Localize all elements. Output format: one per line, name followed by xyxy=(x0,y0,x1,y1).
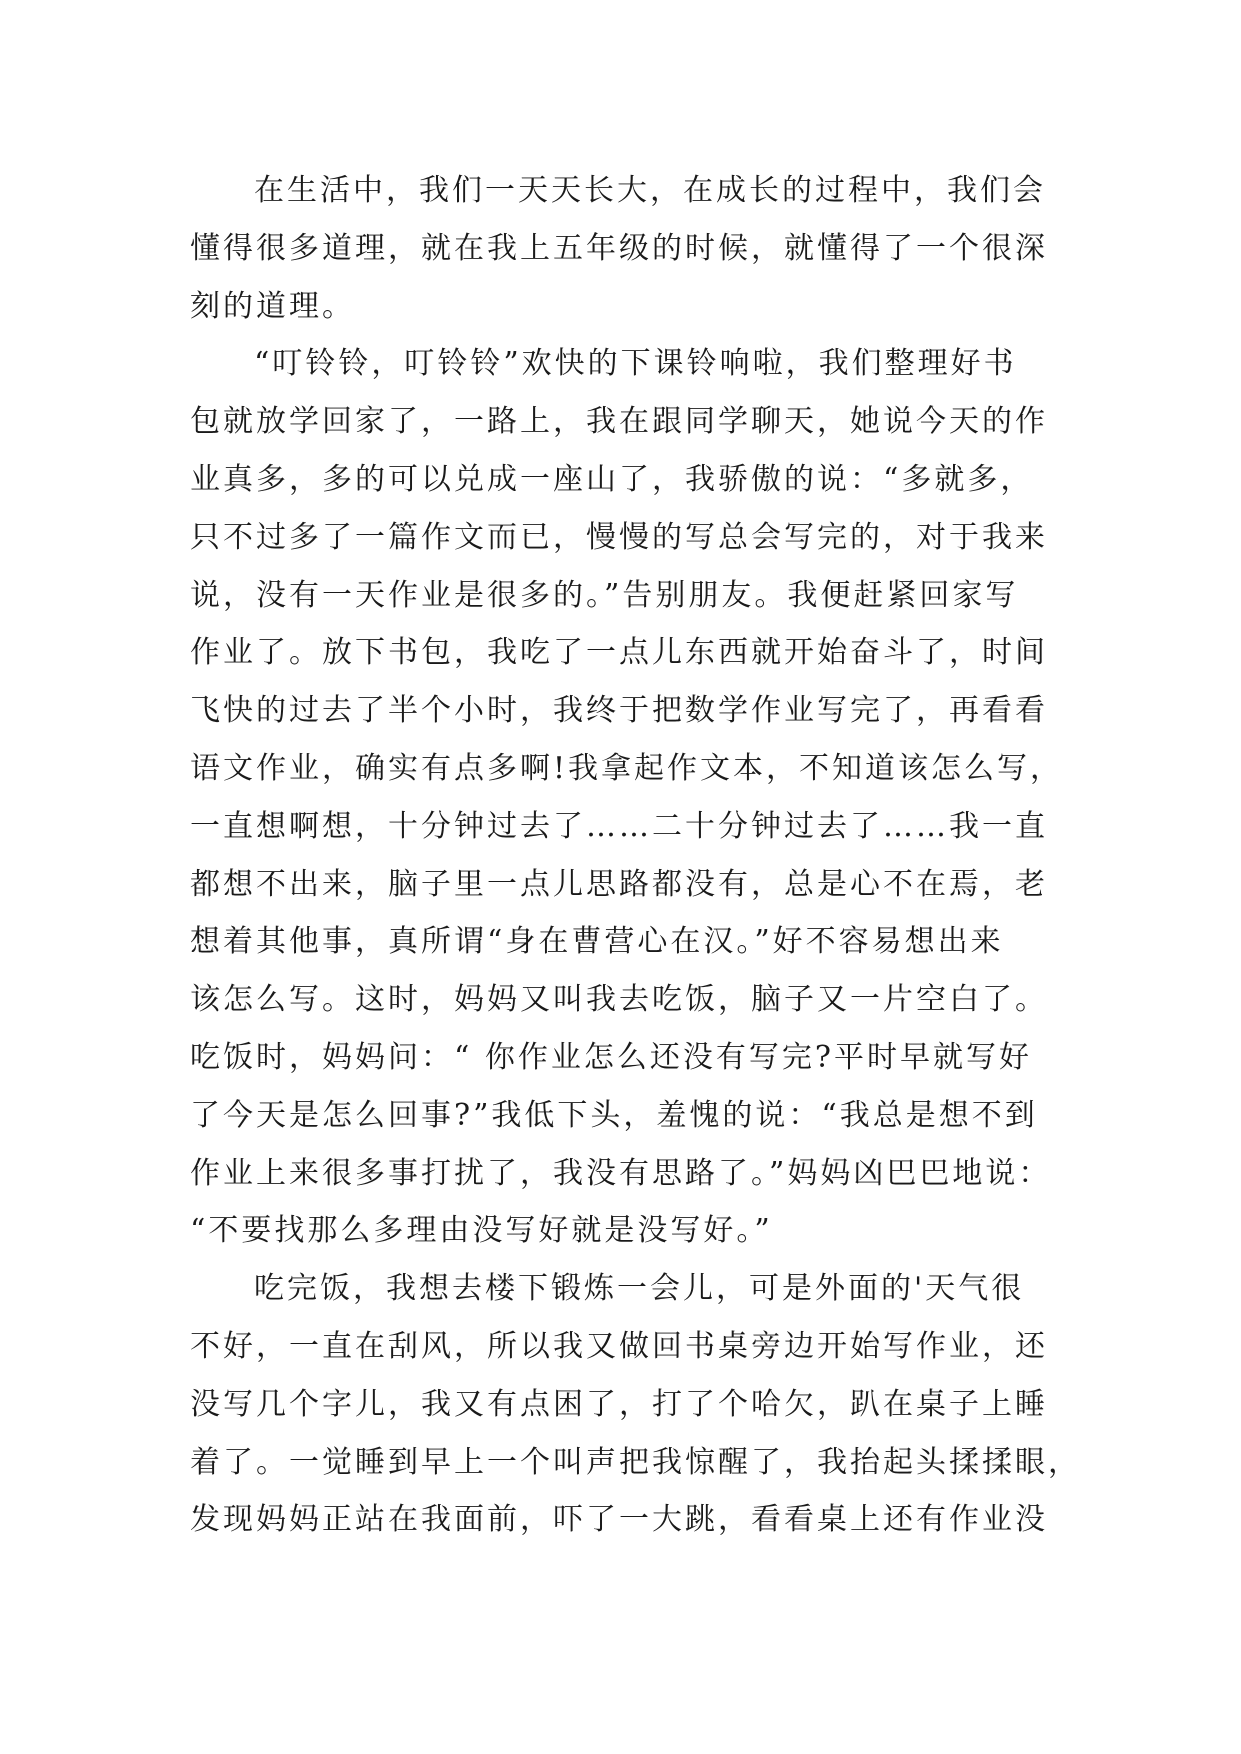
text-line: 包就放学回家了，一路上，我在跟同学聊天，她说今天的作 xyxy=(190,404,1048,440)
text-line: 想着其他事，真所谓“身在曹营心在汉。”好不容易想出来 xyxy=(190,924,1004,960)
text-line: “不要找那么多理由没写好就是没写好。” xyxy=(190,1213,773,1249)
text-line: 在生活中，我们一天天长大，在成长的过程中，我们会 xyxy=(254,173,1046,208)
text-line: 都想不出来，脑子里一点儿思路都没有，总是心不在焉，老 xyxy=(190,866,1048,902)
text-line: 作业上来很多事打扰了，我没有思路了。”妈妈凶巴巴地说： xyxy=(190,1155,1052,1191)
text-line: 刻的道理。 xyxy=(190,288,355,324)
text-line: 吃饭时，妈妈问：“ 你作业怎么还没有写完?平时早就写好 xyxy=(190,1039,1032,1075)
essay-body xyxy=(190,162,1081,1549)
text-line: 不好，一直在刮风，所以我又做回书桌旁边开始写作业，还 xyxy=(190,1328,1048,1364)
text-line: 了今天是怎么回事?”我低下头，羞愧的说：“我总是想不到 xyxy=(190,1097,1038,1133)
text-line: 语文作业，确实有点多啊!我拿起作文本，不知道该怎么写， xyxy=(190,750,1064,786)
text-line: 飞快的过去了半个小时，我终于把数学作业写完了，再看看 xyxy=(190,693,1048,729)
text-line: 一直想啊想，十分钟过去了……二十分钟过去了……我一直 xyxy=(190,808,1048,844)
text-line: 发现妈妈正站在我面前，吓了一大跳，看看桌上还有作业没 xyxy=(190,1502,1048,1538)
text-line: 该怎么写。这时，妈妈又叫我去吃饭，脑子又一片空白了。 xyxy=(190,982,1048,1018)
text-line: 业真多，多的可以兑成一座山了，我骄傲的说：“多就多， xyxy=(190,461,1034,497)
text-line: 没写几个字儿，我又有点困了，打了个哈欠，趴在桌子上睡 xyxy=(190,1386,1048,1422)
text-line: 着了。一觉睡到早上一个叫声把我惊醒了，我抬起头揉揉眼， xyxy=(190,1444,1081,1480)
text-line: 作业了。放下书包，我吃了一点儿东西就开始奋斗了，时间 xyxy=(190,635,1048,671)
text-line: 懂得很多道理，就在我上五年级的时候，就懂得了一个很深 xyxy=(190,230,1048,266)
text-line: 吃完饭，我想去楼下锻炼一会儿，可是外面的'天气很 xyxy=(254,1271,1025,1307)
text-line: “叮铃铃，叮铃铃”欢快的下课铃响啦，我们整理好书 xyxy=(254,346,1017,382)
text-line: 只不过多了一篇作文而已，慢慢的写总会写完的，对于我来 xyxy=(190,519,1048,555)
text-line: 说，没有一天作业是很多的。”告别朋友。我便赶紧回家写 xyxy=(190,577,1019,613)
